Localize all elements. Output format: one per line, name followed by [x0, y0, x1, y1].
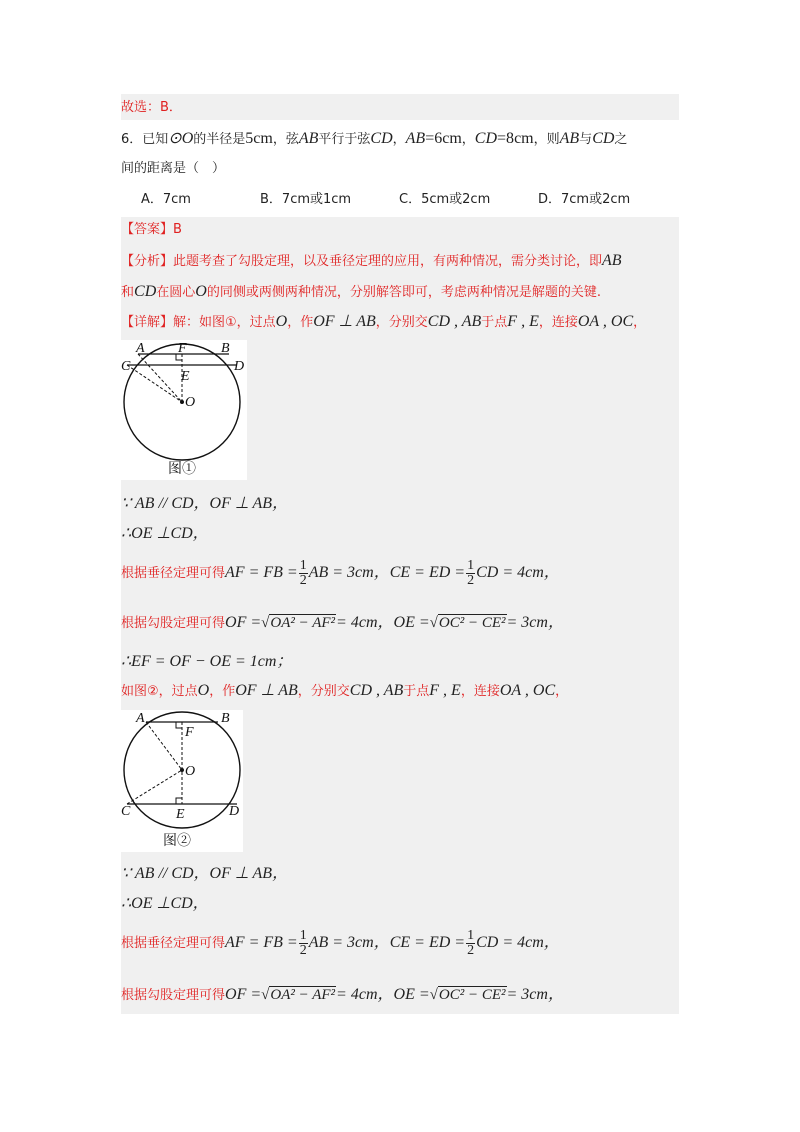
figure-1-diagram — [121, 340, 247, 480]
therefore-line-2: ∴OE ⊥CD， — [121, 895, 209, 912]
option-a[interactable]: A．7cm — [141, 192, 191, 207]
fig2-label-f: F — [185, 725, 194, 740]
pythagoras-line-1: 根据勾股定理可得OF =√OA² − AF²= 4cm，OE =√OC² − CE²= 3cm， — [121, 614, 564, 631]
fig1-caption: 图① — [168, 462, 196, 477]
previous-answer: 故选：B． — [121, 100, 182, 115]
chord-line-1: 根据垂径定理可得AF = FB = $\frac{1}{2}$ AB = 3cm，CE = ED = $\frac{1}{2}$ CD = 4cm， — [121, 558, 560, 588]
analysis-line1: 【分析】此题考查了勾股定理，以及垂径定理的应用，有两种情况，需分类讨论，即AB — [121, 252, 622, 269]
fig1-label-a: A — [136, 341, 145, 356]
figure-1 — [121, 340, 247, 480]
chord-line-2: 根据垂径定理可得AF = FB = $\frac{1}{2}$ AB = 3cm，CE = ED = $\frac{1}{2}$ CD = 4cm， — [121, 928, 560, 958]
case2-lead: 如图②，过点O，作OF ⊥ AB，分别交CD , AB于点F , E，连接OA , OC， — [121, 682, 569, 699]
question-stem-line1: 6．已知⊙O的半径是5cm，弦AB平行于弦CD，AB=6cm，CD=8cm，则AB与CD之 — [121, 130, 628, 147]
sqrt-sign: √OC² − CE² — [429, 615, 506, 631]
half-fraction: $\frac{1}{2}$ — [299, 558, 307, 588]
sqrt-sign: √OC² − CE² — [429, 987, 506, 1003]
highlight-block-prev — [121, 94, 679, 120]
sqrt-sign: √OA² − AF² — [261, 615, 336, 631]
therefore-line-1: ∴OE ⊥CD， — [121, 525, 209, 542]
fig2-caption: 图② — [163, 834, 191, 849]
question-stem-line2: 间的距离是（ ） — [121, 161, 226, 176]
fig2-label-e: E — [176, 807, 185, 822]
detail-line1: 【详解】解：如图①，过点O，作OF ⊥ AB，分别交CD , AB于点F , E，连接OA , OC， — [121, 313, 647, 330]
half-fraction: $\frac{1}{2}$ — [467, 928, 475, 958]
sqrt-sign: √OA² − AF² — [261, 987, 336, 1003]
question-options — [141, 191, 630, 209]
half-fraction: $\frac{1}{2}$ — [299, 928, 307, 958]
fig1-label-b: B — [221, 341, 230, 356]
fig1-label-o: O — [185, 395, 196, 410]
fig1-label-e: E — [181, 369, 190, 384]
option-d[interactable]: D．7cm或2cm — [538, 192, 631, 207]
fig2-label-o: O — [185, 764, 196, 779]
fig2-label-d: D — [229, 804, 240, 819]
fig2-label-c: C — [121, 804, 131, 819]
fig1-label-d: D — [234, 359, 245, 374]
fig2-label-a: A — [136, 711, 145, 726]
fig1-label-f: F — [178, 341, 187, 356]
option-b[interactable]: B．7cm或1cm — [260, 192, 352, 207]
because-line-1: ∵ AB // CD，OF ⊥ AB， — [121, 495, 289, 512]
option-c[interactable]: C．5cm或2cm — [399, 192, 491, 207]
fig1-label-c: C — [121, 359, 131, 374]
pythagoras-line-2: 根据勾股定理可得OF =√OA² − AF²= 4cm，OE =√OC² − CE²= 3cm， — [121, 986, 564, 1003]
answer-line: 【答案】B — [121, 222, 182, 237]
analysis-line2: 和CD在圆心O的同侧或两侧两种情况，分别解答即可，考虑两种情况是解题的关键. — [121, 283, 601, 300]
fig2-label-b: B — [221, 711, 230, 726]
ef-line-1: ∴EF = OF − OE = 1cm； — [121, 653, 293, 670]
figure-2-diagram — [121, 710, 243, 852]
figure-2 — [121, 710, 243, 852]
circle-symbol: ⊙ — [168, 130, 182, 147]
because-line-2: ∵ AB // CD，OF ⊥ AB， — [121, 865, 289, 882]
half-fraction: $\frac{1}{2}$ — [467, 558, 475, 588]
